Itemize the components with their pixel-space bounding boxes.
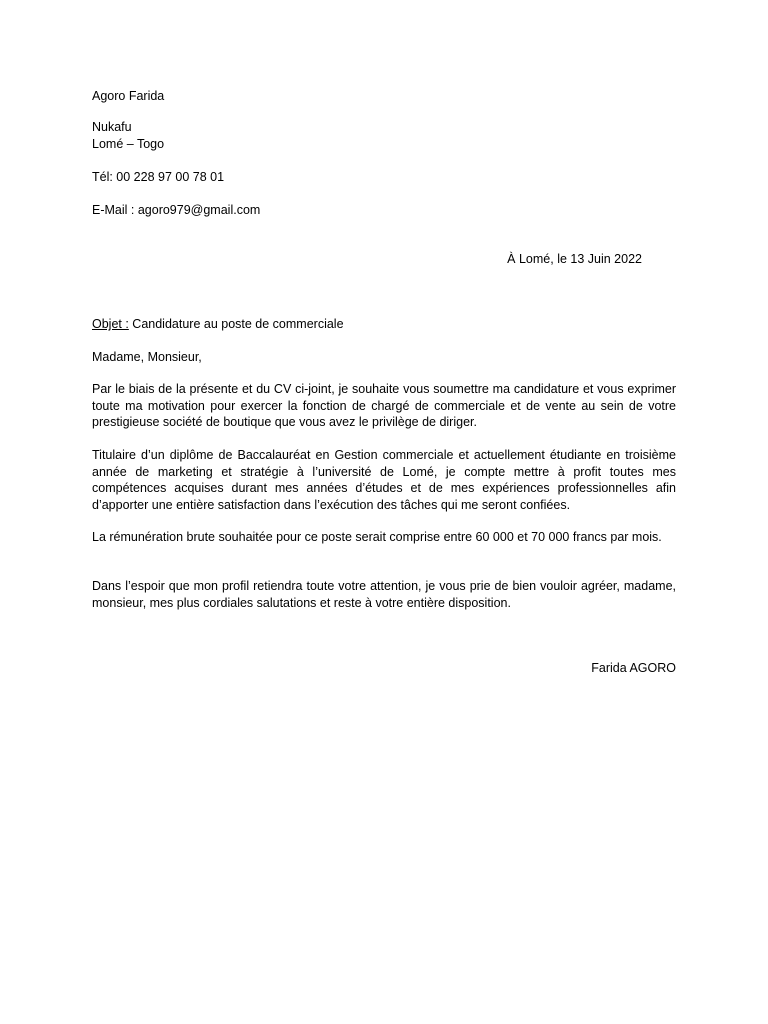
subject-text: Candidature au poste de commerciale [128, 317, 344, 331]
letter-date: À Lomé, le 13 Juin 2022 [507, 252, 642, 266]
phone-text: Tél: 00 228 97 00 78 01 [92, 170, 225, 184]
email-text: E-Mail : agoro979@gmail.com [92, 203, 261, 217]
sender-phone [92, 169, 676, 186]
paragraph-1: Par le biais de la présente et du CV ci-joint, je souhaite vous soumettre ma candidature et vous exprimer toute ma motivation pour exercer la fonction de chargé de commerciale et de vente au sein de votre prestigieuse société de boutique que vous avez le privilège de diriger. [92, 382, 676, 429]
address-line-2: Lomé – Togo [92, 136, 165, 151]
sender-name [92, 88, 676, 105]
sender-name-text: Agoro Farida [92, 89, 165, 103]
paragraph-3: La rémunération brute souhaitée pour ce poste serait comprise entre 60 000 et 70 000 francs par mois. [92, 530, 662, 544]
address-line-1: Nukafu [92, 120, 132, 134]
letter-subject [92, 316, 676, 333]
letter-salutation: Madame, Monsieur, [92, 350, 202, 364]
paragraph-4: Dans l’espoir que mon profil retiendra toute votre attention, je vous prie de bien vouloir agréer, madame, monsieur, mes plus cordiales salutations et reste à votre entière disposition. [92, 579, 676, 610]
letter-signature: Farida AGORO [591, 661, 676, 675]
subject-label: Objet : [92, 317, 129, 331]
paragraph-2: Titulaire d’un diplôme de Baccalauréat en Gestion commerciale et actuellement étudiante en troisième année de marketing et stratégie à l’université de Lomé, je compte mettre à profit toutes mes compétences acquises durant mes années d’études et de mes expériences professionnelles afin d’apporter une entière satisfaction dans l’exécution des tâches qui me seront confiées. [92, 448, 676, 512]
sender-email [92, 202, 676, 219]
sender-address [92, 119, 676, 152]
